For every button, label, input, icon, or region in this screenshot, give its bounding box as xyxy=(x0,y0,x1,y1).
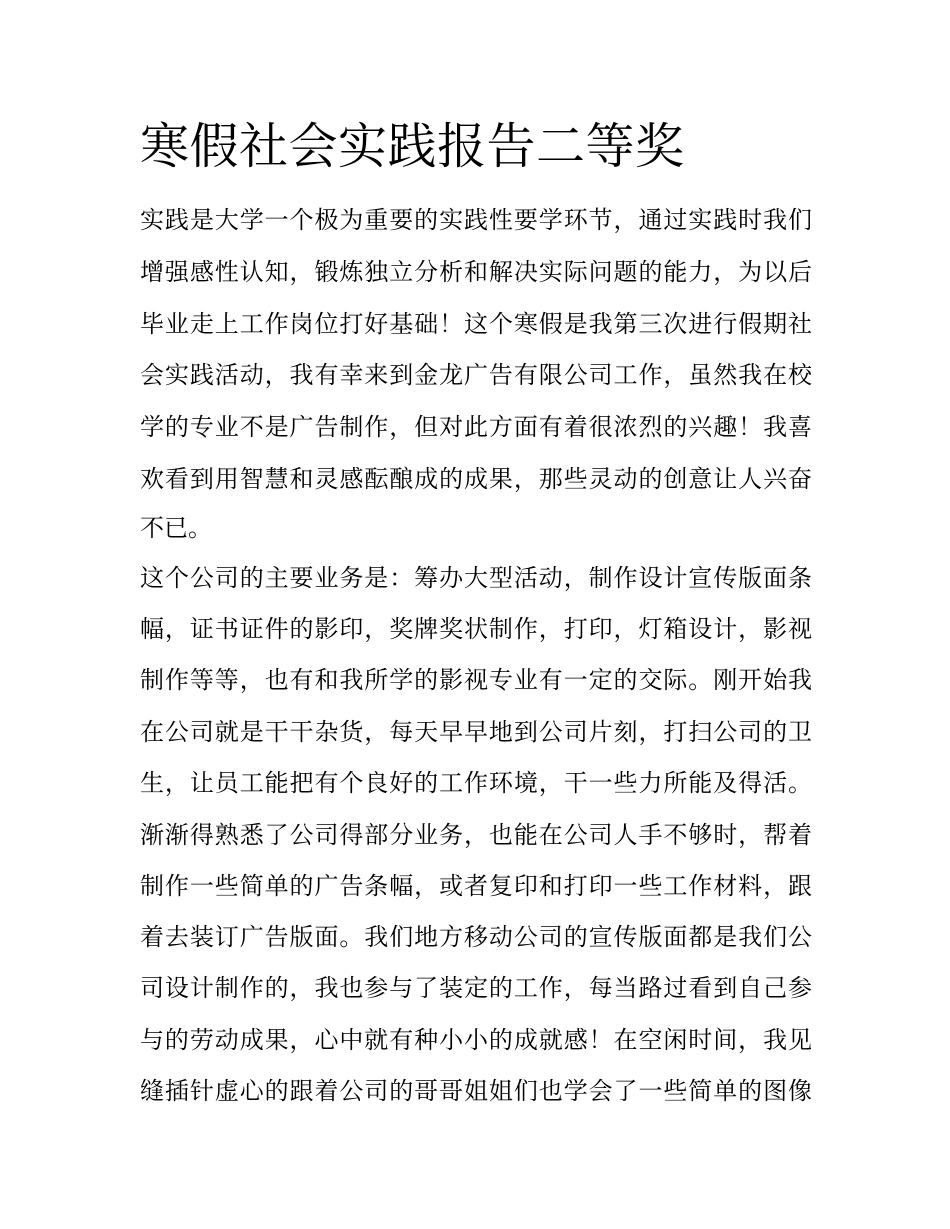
body-text-line: 渐渐得熟悉了公司得部分业务，也能在公司人手不够时，帮着 xyxy=(140,821,812,849)
body-text-line: 制作一些简单的广告条幅，或者复印和打印一些工作材料，跟 xyxy=(140,872,812,900)
body-text-line: 毕业走上工作岗位打好基础！这个寒假是我第三次进行假期社 xyxy=(140,310,812,338)
body-text-line: 与的劳动成果，心中就有种小小的成就感！在空闲时间，我见 xyxy=(140,1026,812,1054)
body-text-line: 实践是大学一个极为重要的实践性要学环节，通过实践时我们 xyxy=(140,206,812,234)
body-text-line: 学的专业不是广告制作，但对此方面有着很浓烈的兴趣！我喜 xyxy=(140,413,812,441)
body-text-line: 幅，证书证件的影印，奖牌奖状制作，打印，灯箱设计，影视 xyxy=(140,615,812,643)
body-text-line: 司设计制作的，我也参与了装定的工作，每当路过看到自己参 xyxy=(140,974,812,1002)
document-title: 寒假社会实践报告二等奖 xyxy=(140,118,685,175)
body-text-line: 会实践活动，我有幸来到金龙广告有限公司工作，虽然我在校 xyxy=(140,361,812,389)
body-text-line: 增强感性认知，锻炼独立分析和解决实际问题的能力，为以后 xyxy=(140,258,812,286)
body-text-line: 这个公司的主要业务是：筹办大型活动，制作设计宣传版面条 xyxy=(140,564,812,592)
body-text-line: 制作等等，也有和我所学的影视专业有一定的交际。刚开始我 xyxy=(140,666,812,694)
body-text-line: 缝插针虚心的跟着公司的哥哥姐姐们也学会了一些简单的图像 xyxy=(140,1077,812,1105)
body-text-line: 生，让员工能把有个良好的工作环境，干一些力所能及得活。 xyxy=(140,769,812,797)
body-text-line: 在公司就是干干杂货，每天早早地到公司片刻，打扫公司的卫 xyxy=(140,718,812,746)
body-text-line: 欢看到用智慧和灵感酝酿成的成果，那些灵动的创意让人兴奋 xyxy=(140,465,812,493)
body-text-line: 着去装订广告版面。我们地方移动公司的宣传版面都是我们公 xyxy=(140,923,812,951)
body-text-line: 不已。 xyxy=(140,514,212,542)
